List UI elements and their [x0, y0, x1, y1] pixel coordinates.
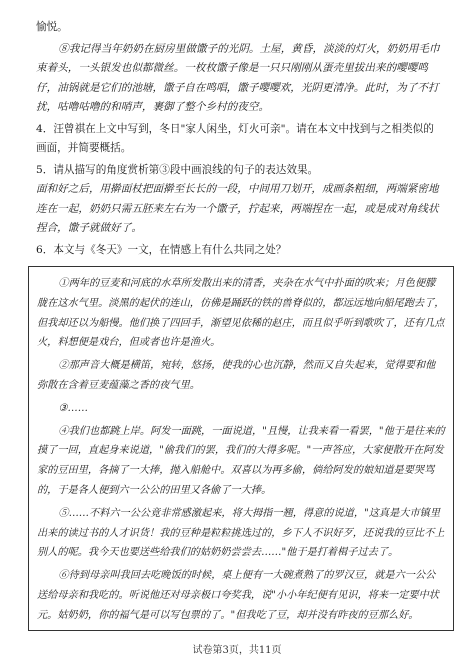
page-footer: 试卷第3页，共11页	[192, 645, 282, 656]
paragraph-fragment: 愉悦。	[36, 21, 68, 33]
excerpt-paragraph-4: ④我们也都跳上岸。阿发一面跳，一面说道，"且慢，让我来看一看罢，"他于是往来的摸了一回，直起身来说道，"偷我们的罢，我们的大得多呢。"一声答应，大家便散开在阿发家的豆田里，各摘了一大捧，抛入船舱中。双喜以为再多偷，倘给阿发的娘知道是要哭骂的，于是各人便到六一公公的田里又各偷了一大捧。	[37, 425, 445, 496]
excerpt-paragraph-2: ②那声音大概是横笛，宛转，悠扬，使我的心也沉静，然而又自失起来，觉得要和他弥散在含着豆麦蕴藻之香的夜气里。	[37, 360, 436, 391]
excerpt-paragraph-5: ⑤……不料六一公公竟非常感激起来，将大拇指一翘，得意的说道，"这真是大市镇里出来的读过书的人才识货！我的豆种是粒粒挑选过的，乡下人不识好歹，还说我的豆比不上别人的呢。我今天也要送些给我们的姑奶奶尝尝去……"他于是打着楫子过去了。	[37, 507, 445, 559]
paragraph-8: ⑧我记得当年奶奶在厨房里做馓子的光阴。土屋，黄昏，淡淡的灯火，奶奶用毛巾束着头，一头银发也似都微丝。一枚枚馓子像是一只只刚刚从蛋壳里拔出来的嘤嘤鸣仔，油锅就是它们的池塘，馓子自在鸣唱，馓子嘤嘤欢，光阴更清净。此时，为了不打扰，咕噜咕噜的和哨声，裹御了整个乡村的夜空。	[36, 42, 440, 113]
question-5-quote: 面和好之后，用擀面杖把面擀至长长的一段，中间用刀划开，成画条粗细，两端紧密地连在一起，奶奶只需五胚来左右为一个馓子，拧起来，两端捏在一起，或是成对角线状捏合，馓子就做好了。	[36, 183, 439, 234]
excerpt-paragraph-3: ③……	[58, 402, 88, 414]
excerpt-box	[28, 266, 454, 631]
excerpt-paragraph-6: ⑥待到母亲叫我回去吃晚饭的时候，桌上便有一大碗煮熟了的罗汉豆，就是六一公公送给母亲和我吃的。听说他还对母亲极口夸奖我，说"小小年纪便有见识，将来一定要中状元。姑奶奶，你的福气是可以写包票的了。"但我吃了豆，却并没有昨夜的豆那么好。	[37, 570, 439, 621]
question-5: 5．请从描写的角度赏析第③段中画浪线的句子的表达效果。	[36, 163, 319, 176]
excerpt-paragraph-1: ①两年的豆麦和河底的水草所发散出来的清香，夹杂在水气中扑面的吹来；月色便朦胧在这水气里。淡黑的起伏的连山，仿佛是踊跃的铁的兽脊似的，都远远地向船尾跑去了，但我却还以为船慢。他们换了四回手，渐望见依稀的赵庄，而且似乎听到歌吹了，还有几点火，料想便是戏台，但或者也许是渔火。	[37, 278, 445, 349]
question-6: 6．本文与《冬天》一文，在情感上有什么共同之处？	[36, 243, 287, 256]
question-4: 4．汪曾祺在上文中写到，冬日"家人闲坐，灯火可亲"。请在本文中找到与之相类似的画面，并简要概括。	[36, 122, 434, 154]
